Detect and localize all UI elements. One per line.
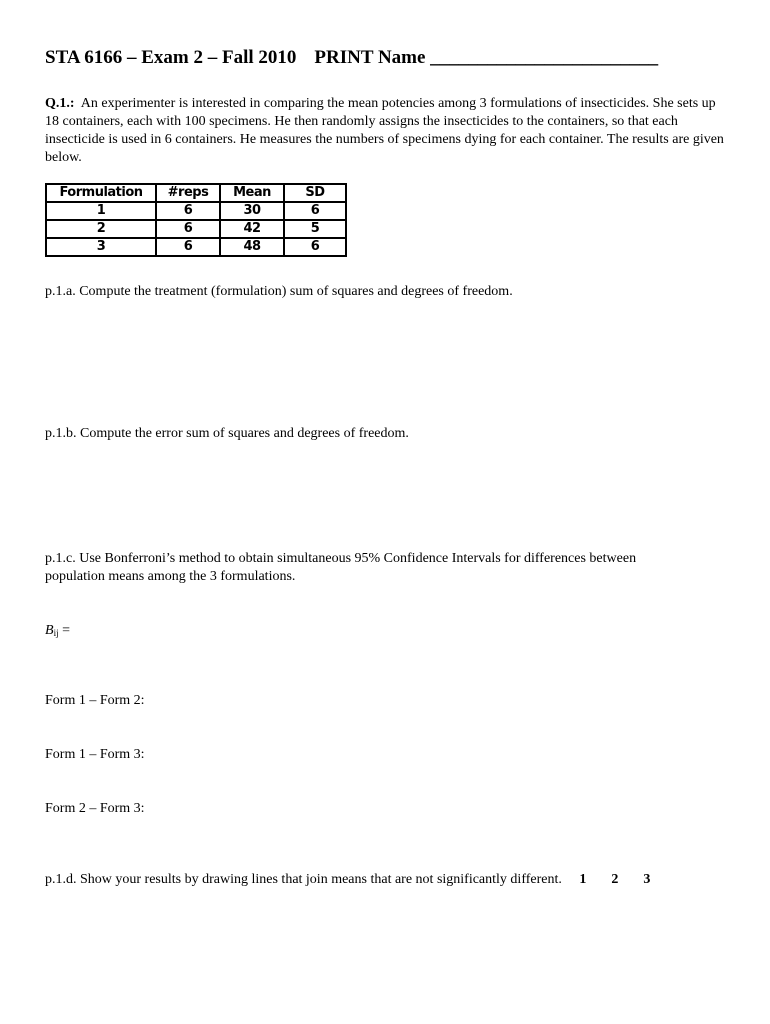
table-cell: 30: [220, 202, 284, 220]
part-1d-text: p.1.d. Show your results by drawing lines that join means that are not significantly different.: [45, 872, 562, 887]
part-1c-line2: population means among the 3 formulations.: [45, 569, 296, 584]
part-1d: [45, 871, 745, 889]
table-cell: 5: [284, 220, 346, 238]
table-row: [46, 238, 346, 256]
header-reps: #reps: [156, 184, 220, 202]
question-text: An experimenter is interested in comparing the mean potencies among 3 formulations of insecticides. She sets up 18 containers, each with 100 specimens. He then randomly assigns the insecticides to the containers, so that each insecticide is used in 6 containers. He measures the numbers of specimens dying for each container. The results are given below.: [45, 96, 724, 165]
table-cell: 6: [156, 202, 220, 220]
form-2-3-label: Form 2 – Form 3:: [45, 801, 145, 816]
table-cell: 6: [156, 220, 220, 238]
name-prompt: PRINT Name ________________________: [314, 47, 659, 68]
part-1a: p.1.a. Compute the treatment (formulation) sum of squares and degrees of freedom.: [45, 284, 513, 299]
part-1c: [45, 550, 735, 586]
bij-letter: B: [45, 623, 54, 638]
form-1-2-label: Form 1 – Form 2:: [45, 693, 145, 708]
course-heading: STA 6166 – Exam 2 – Fall 2010: [45, 47, 297, 68]
bij-subscript: ij: [53, 628, 59, 638]
bonferroni-multiplier: [45, 622, 735, 642]
table-cell: 3: [46, 238, 156, 256]
header-formulation: Formulation: [46, 184, 156, 202]
table-cell: 42: [220, 220, 284, 238]
bij-equals: =: [58, 623, 70, 638]
question-1: [45, 95, 730, 167]
table-row: [46, 220, 346, 238]
table-cell: 1: [46, 202, 156, 220]
question-label: Q.1.:: [45, 96, 75, 111]
results-table: [45, 183, 347, 257]
table-cell: 6: [156, 238, 220, 256]
formulation-number: 1: [579, 872, 587, 887]
table-header-row: [46, 184, 346, 202]
header-mean: Mean: [220, 184, 284, 202]
table-cell: 6: [284, 202, 346, 220]
table-cell: 6: [284, 238, 346, 256]
table-row: [46, 202, 346, 220]
part-1b: p.1.b. Compute the error sum of squares and degrees of freedom.: [45, 426, 409, 441]
formulation-numbers: [579, 872, 675, 887]
part-1c-line1: p.1.c. Use Bonferroni’s method to obtain simultaneous 95% Confidence Intervals for differences between: [45, 551, 637, 566]
exam-title: [45, 47, 658, 69]
header-sd: SD: [284, 184, 346, 202]
formulation-number: 2: [611, 872, 619, 887]
formulation-number: 3: [643, 872, 651, 887]
table-cell: 2: [46, 220, 156, 238]
table-cell: 48: [220, 238, 284, 256]
form-1-3-label: Form 1 – Form 3:: [45, 747, 145, 762]
